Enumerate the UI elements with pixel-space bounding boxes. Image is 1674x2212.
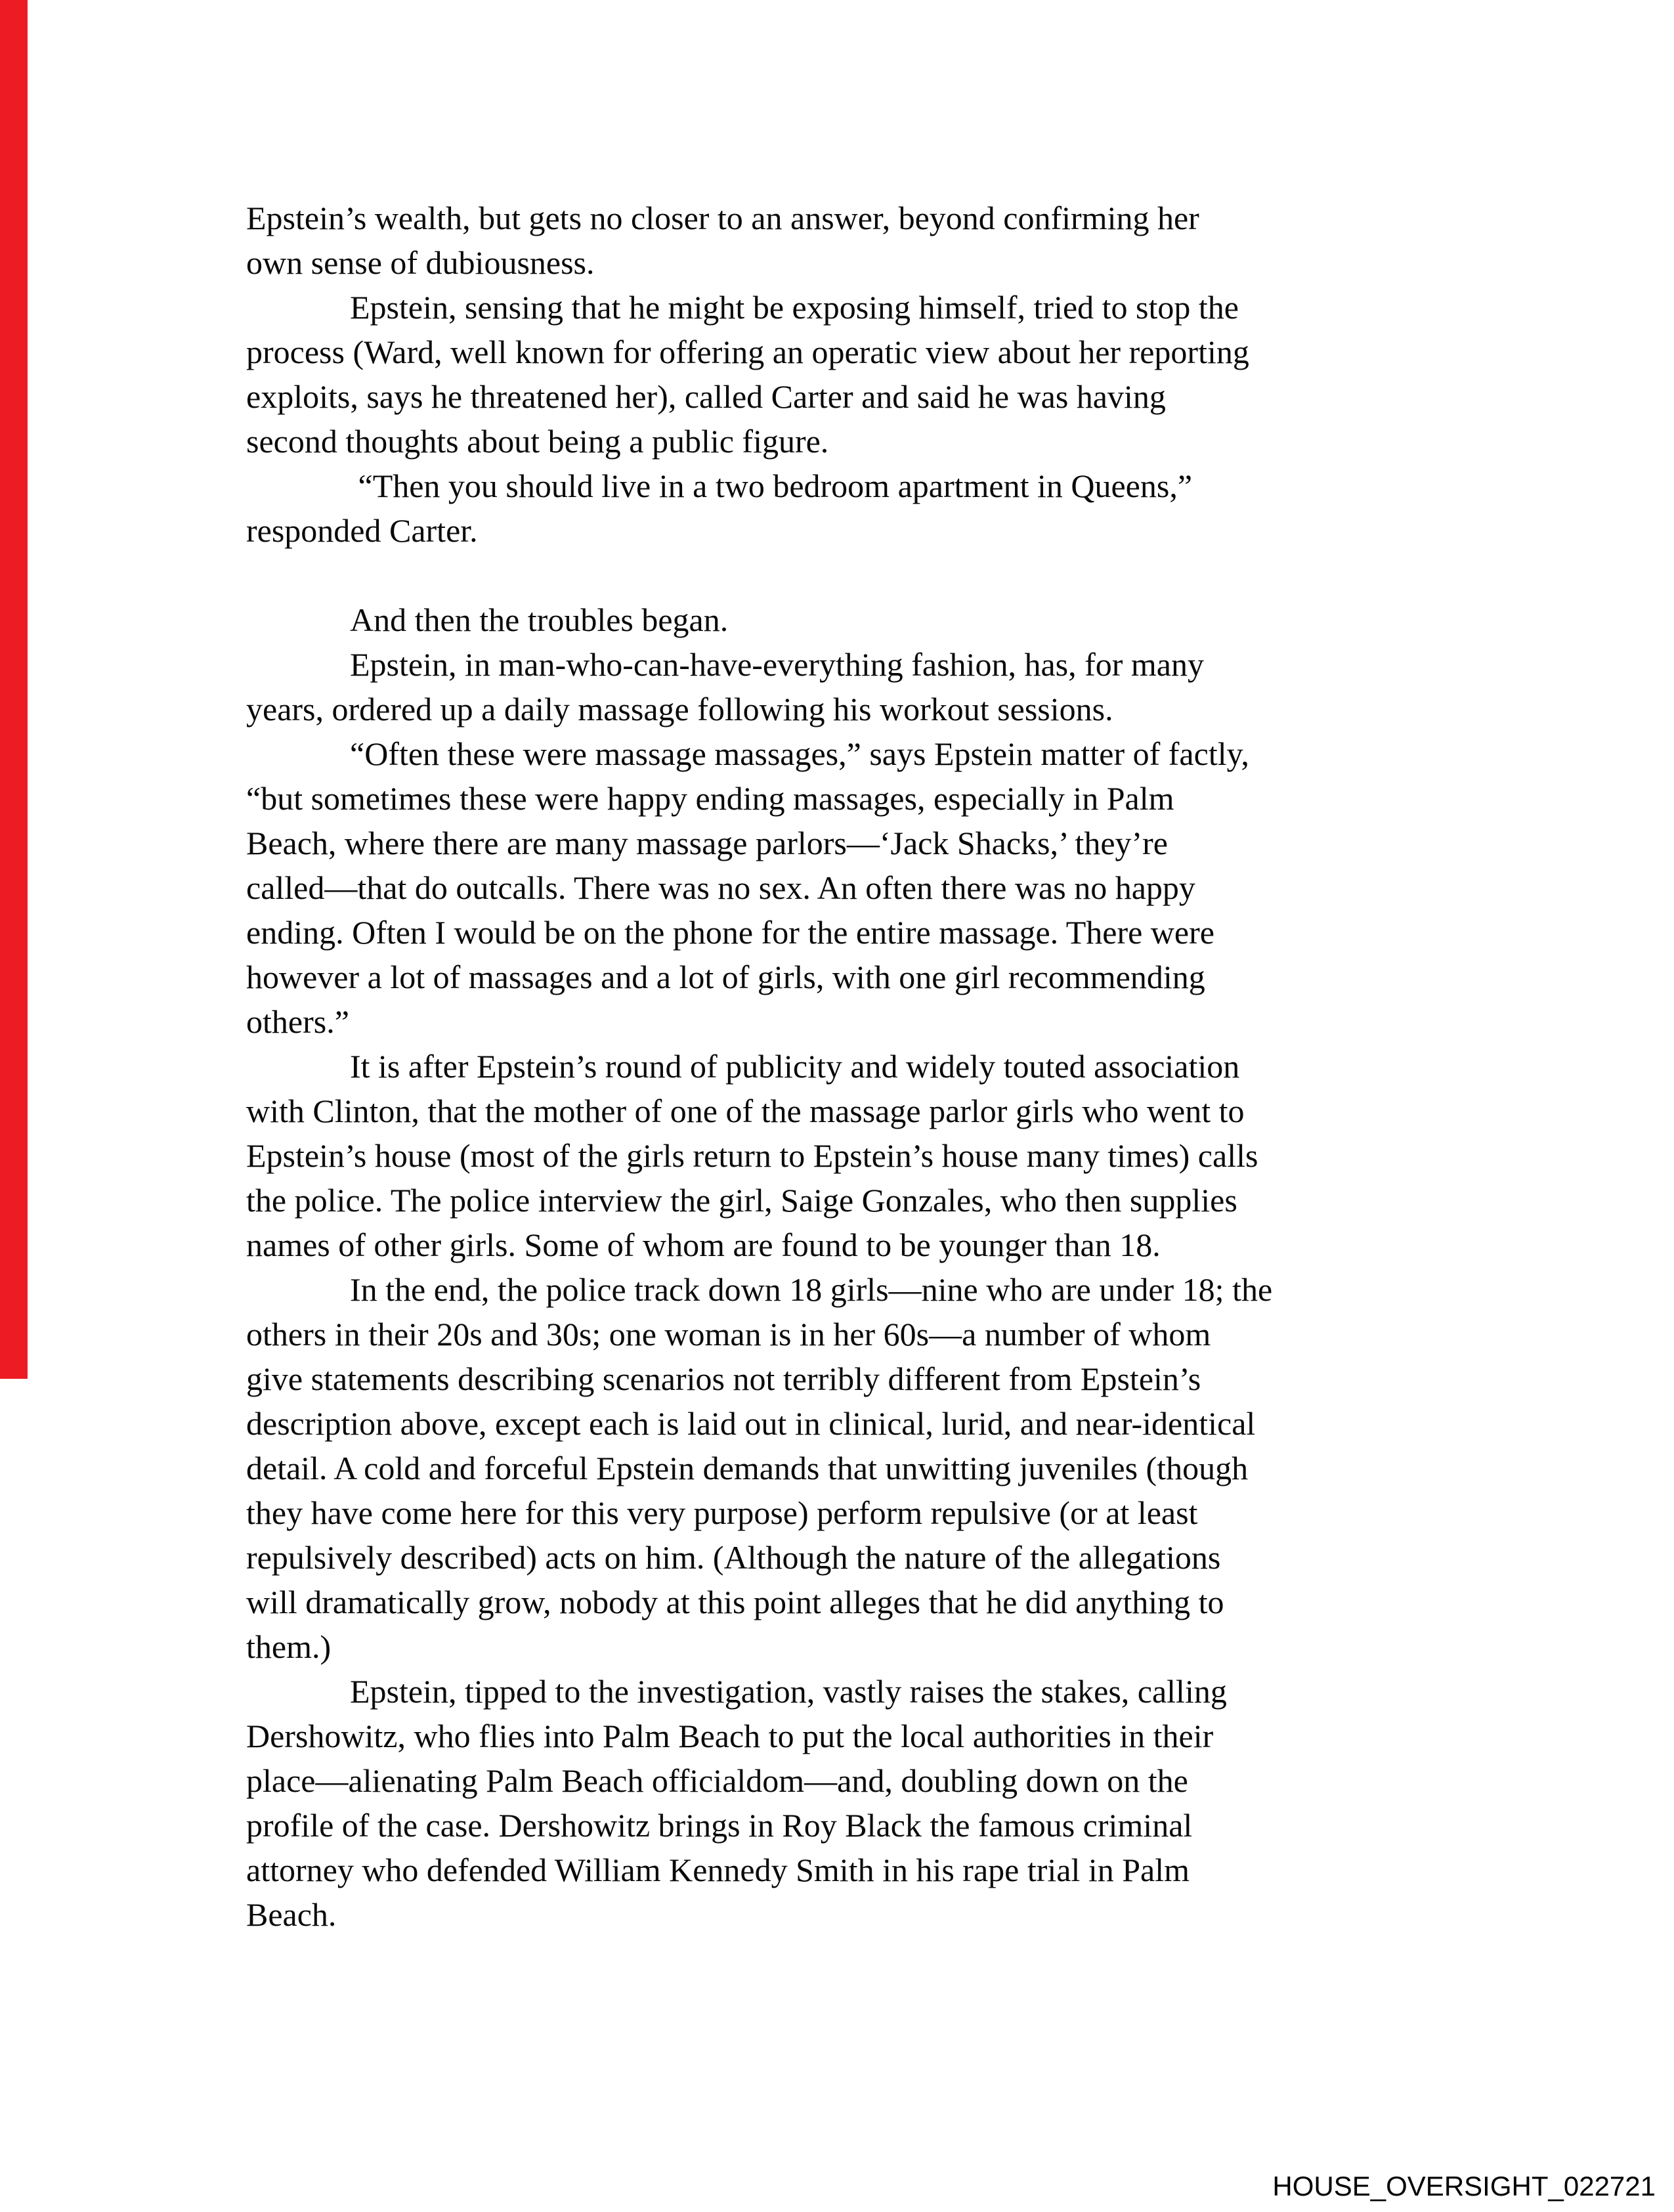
text-line: others in their 20s and 30s; one woman is in her 60s—a number of whom bbox=[246, 1316, 1211, 1353]
text-line: detail. A cold and forceful Epstein demands that unwitting juveniles (though bbox=[246, 1450, 1249, 1486]
text-line: own sense of dubiousness. bbox=[246, 244, 595, 281]
text-line: responded Carter. bbox=[246, 512, 478, 549]
text-line: called—that do outcalls. There was no sex. An often there was no happy bbox=[246, 869, 1195, 906]
text-line: attorney who defended William Kennedy Smith in his rape trial in Palm bbox=[246, 1852, 1190, 1888]
text-line: And then the troubles began. bbox=[350, 601, 729, 638]
text-line: Dershowitz, who flies into Palm Beach to put the local authorities in their bbox=[246, 1718, 1214, 1754]
document-text bbox=[246, 196, 1467, 1937]
scan-artifact-bar bbox=[0, 0, 28, 1379]
text-line: In the end, the police track down 18 girls—nine who are under 18; the bbox=[350, 1271, 1273, 1308]
text-line: Epstein’s wealth, but gets no closer to an answer, beyond confirming her bbox=[246, 200, 1199, 236]
text-line: will dramatically grow, nobody at this point alleges that he did anything to bbox=[246, 1584, 1224, 1620]
text-line: Epstein, tipped to the investigation, vastly raises the stakes, calling bbox=[350, 1673, 1227, 1710]
text-line: repulsively described) acts on him. (Although the nature of the allegations bbox=[246, 1539, 1221, 1576]
text-line: however a lot of massages and a lot of girls, with one girl recommending bbox=[246, 959, 1205, 995]
text-line: “Then you should live in a two bedroom apartment in Queens,” bbox=[350, 467, 1193, 504]
text-line: they have come here for this very purpose) perform repulsive (or at least bbox=[246, 1494, 1198, 1531]
bates-number: HOUSE_OVERSIGHT_022721 bbox=[1272, 2171, 1656, 2201]
text-line: exploits, says he threatened her), called Carter and said he was having bbox=[246, 378, 1166, 415]
text-line: others.” bbox=[246, 1003, 349, 1040]
text-line: give statements describing scenarios not terribly different from Epstein’s bbox=[246, 1360, 1201, 1397]
text-line: “Often these were massage massages,” says Epstein matter of factly, bbox=[350, 735, 1249, 772]
text-line: “but sometimes these were happy ending massages, especially in Palm bbox=[246, 780, 1174, 817]
text-line: profile of the case. Dershowitz brings in Roy Black the famous criminal bbox=[246, 1807, 1193, 1844]
text-line: Epstein, in man-who-can-have-everything fashion, has, for many bbox=[350, 646, 1204, 683]
text-line: Epstein’s house (most of the girls return to Epstein’s house many times) calls bbox=[246, 1137, 1258, 1174]
text-line: them.) bbox=[246, 1628, 332, 1665]
text-line: ending. Often I would be on the phone for the entire massage. There were bbox=[246, 914, 1214, 951]
text-line: with Clinton, that the mother of one of the massage parlor girls who went to bbox=[246, 1093, 1245, 1129]
text-line: place—alienating Palm Beach officialdom—and, doubling down on the bbox=[246, 1762, 1188, 1799]
text-line: second thoughts about being a public figure. bbox=[246, 423, 829, 460]
text-line: the police. The police interview the girl, Saige Gonzales, who then supplies bbox=[246, 1182, 1237, 1219]
text-line: Beach, where there are many massage parlors—‘Jack Shacks,’ they’re bbox=[246, 825, 1169, 861]
text-line: Beach. bbox=[246, 1896, 337, 1933]
text-line: years, ordered up a daily massage following his workout sessions. bbox=[246, 691, 1113, 727]
text-line: It is after Epstein’s round of publicity and widely touted association bbox=[350, 1048, 1240, 1085]
text-line: process (Ward, well known for offering an operatic view about her reporting bbox=[246, 334, 1249, 370]
text-line: Epstein, sensing that he might be exposing himself, tried to stop the bbox=[350, 289, 1239, 326]
text-line: names of other girls. Some of whom are found to be younger than 18. bbox=[246, 1226, 1161, 1263]
text-line: description above, except each is laid out in clinical, lurid, and near-identical bbox=[246, 1405, 1256, 1442]
text-line bbox=[246, 553, 1467, 597]
